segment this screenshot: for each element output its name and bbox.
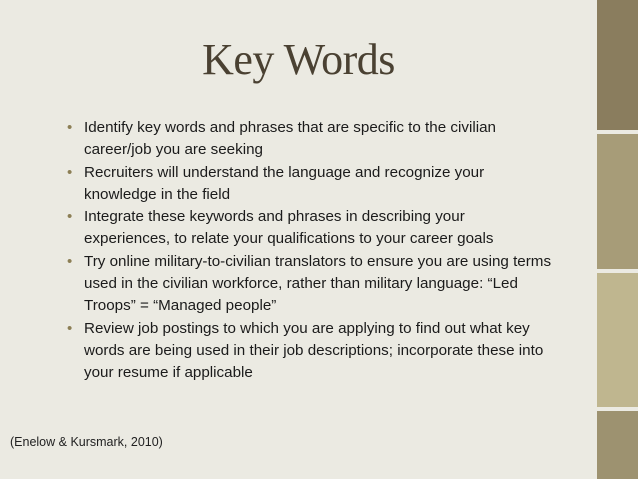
citation: (Enelow & Kursmark, 2010) — [10, 435, 163, 449]
bullet-text: Identify key words and phrases that are specific to the civilian career/job you are seeking — [84, 119, 496, 159]
decorative-bar-3 — [597, 273, 638, 407]
bullet-icon: • — [67, 319, 73, 337]
bullet-icon: • — [67, 208, 73, 226]
bullet-item — [62, 318, 552, 385]
bullet-text: Integrate these keywords and phrases in describing your experiences, to relate your qualifications to your career goals — [84, 208, 494, 248]
bullet-item — [62, 251, 552, 318]
bullet-text: Try online military-to-civilian translators to ensure you are using terms used in the civilian workforce, rather than military language: “Led Troops” = “Managed people” — [84, 252, 552, 315]
slide-title: Key Words — [202, 35, 395, 84]
decorative-bar-4 — [597, 411, 638, 479]
bullet-icon: • — [67, 119, 73, 136]
bullet-item — [62, 206, 552, 251]
bullet-icon: • — [67, 163, 73, 181]
decorative-bar-1 — [597, 0, 638, 130]
bullet-item — [62, 162, 552, 207]
bullet-text: Recruiters will understand the language and recognize your knowledge in the field — [84, 163, 485, 203]
bullet-list — [62, 117, 552, 385]
bullet-text: Review job postings to which you are applying to find out what key words are being used in their job descriptions; incorporate these into your resume if applicable — [84, 319, 544, 382]
decorative-bar-2 — [597, 134, 638, 269]
bullet-icon: • — [67, 252, 73, 270]
bullet-item — [62, 117, 552, 162]
